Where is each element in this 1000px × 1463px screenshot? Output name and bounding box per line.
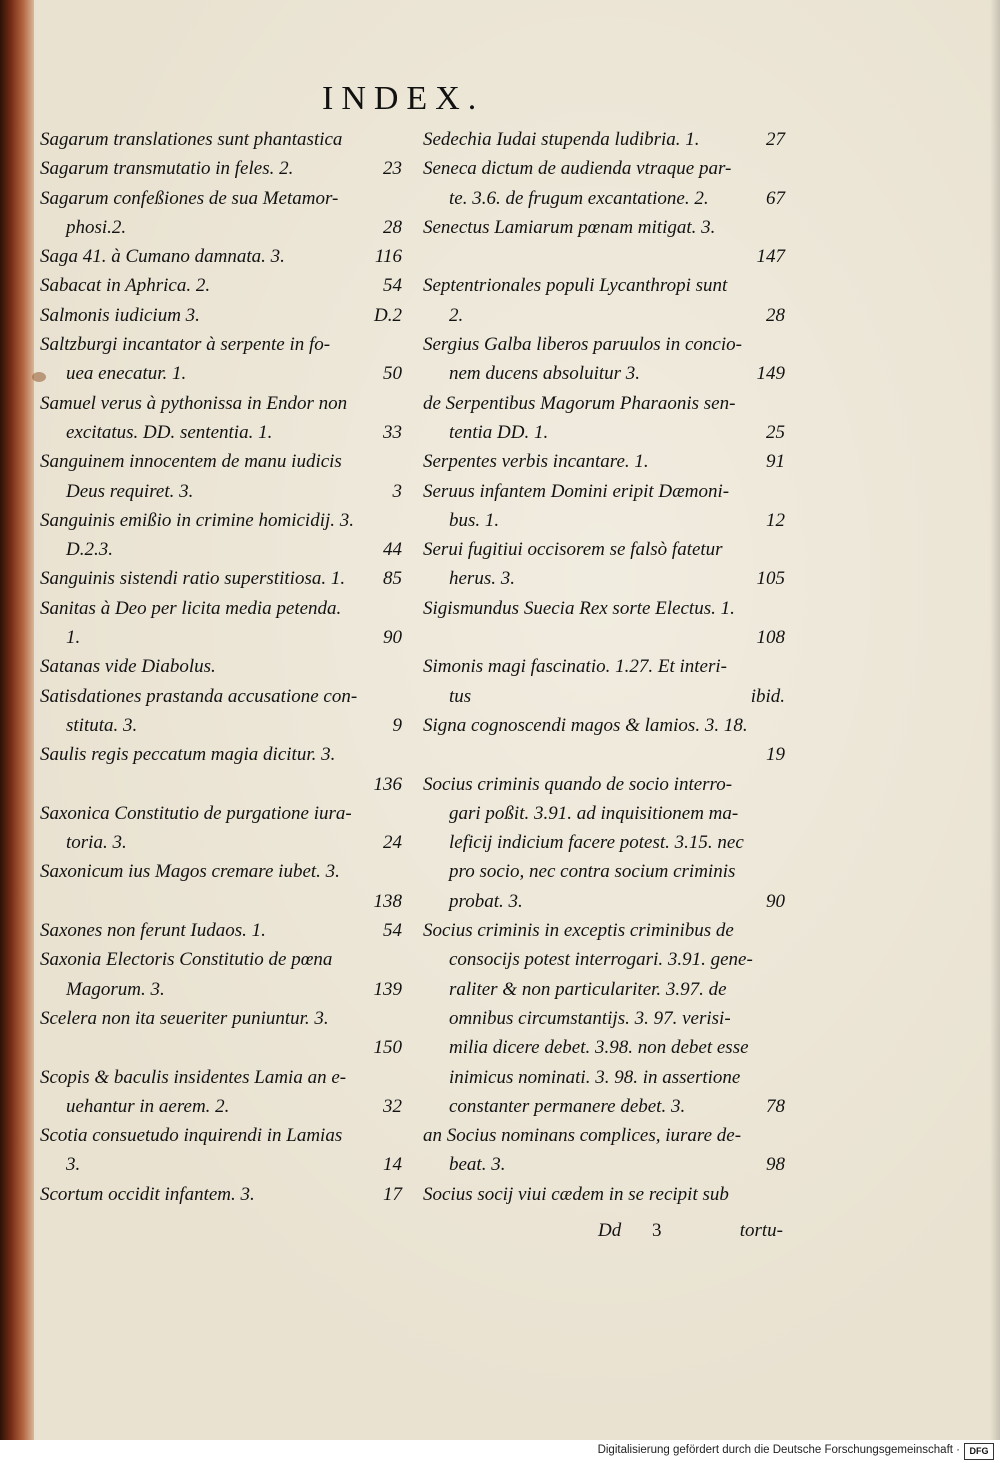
index-entry-text: Satanas vide Diabolus. <box>40 656 216 678</box>
index-entry-text: Sanguinem innocentem de manu iudicis <box>40 451 342 473</box>
index-entry-text: Sedechia Iudai stupenda ludibria. 1. <box>423 129 700 150</box>
index-page-ref: 149 <box>756 363 785 385</box>
index-page-ref: 32 <box>383 1095 402 1117</box>
index-line <box>423 506 785 535</box>
index-entry-text: Sergius Galba liberos paruulos in concio- <box>423 334 742 356</box>
index-entry-text: Scelera non ita seueriter puniuntur. 3. <box>40 1007 329 1029</box>
index-line <box>423 477 785 506</box>
index-column-right <box>423 125 785 1209</box>
index-line <box>423 1092 785 1121</box>
index-page-ref: 90 <box>766 890 785 912</box>
index-page-ref: 54 <box>383 275 402 297</box>
index-page-ref: 28 <box>383 216 402 238</box>
page-title: INDEX. <box>322 80 485 117</box>
index-entry-text: Saxonica Constitutio de purgatione iura- <box>40 802 352 824</box>
index-line <box>40 418 402 447</box>
index-page-ref: 105 <box>756 568 785 590</box>
signature-number: 3 <box>652 1220 662 1241</box>
index-line <box>40 799 402 828</box>
index-line <box>423 389 785 418</box>
index-entry-text: Saxonia Electoris Constitutio de pœna <box>40 949 333 971</box>
index-line <box>40 389 402 418</box>
index-line <box>423 330 785 359</box>
index-page-ref: 3 <box>392 480 402 502</box>
index-line <box>423 1121 785 1150</box>
index-entry-text: beat. 3. <box>449 1154 506 1176</box>
index-line <box>40 887 402 916</box>
index-entry-text: Seruus infantem Domini eripit Dæmoni- <box>423 480 730 502</box>
index-line <box>423 154 785 183</box>
index-line <box>40 623 402 652</box>
index-entry-text: uehantur in aerem. 2. <box>66 1095 230 1117</box>
index-line <box>423 447 785 476</box>
index-line <box>423 418 785 447</box>
index-entry-text: te. 3.6. de frugum excantatione. 2. <box>449 187 709 209</box>
index-page-ref: 91 <box>766 451 785 473</box>
index-line <box>40 1150 402 1179</box>
index-entry-text: phosi.2. <box>66 216 127 238</box>
index-line <box>423 242 785 271</box>
index-line <box>423 184 785 213</box>
index-line <box>423 125 785 154</box>
index-line <box>40 1004 402 1033</box>
index-line <box>423 1004 785 1033</box>
index-line <box>423 828 785 857</box>
index-line <box>40 447 402 476</box>
index-entry-text: raliter & non particulariter. 3.97. de <box>449 978 727 1000</box>
index-line <box>423 271 785 300</box>
index-line <box>40 301 402 330</box>
index-entry-text: excitatus. DD. sententia. 1. <box>66 421 273 443</box>
index-line <box>40 184 402 213</box>
index-entry-text: Septentrionales populi Lycanthropi sunt <box>423 275 728 297</box>
index-entry-text: de Serpentibus Magorum Pharaonis sen- <box>423 392 736 414</box>
index-line <box>40 1063 402 1092</box>
index-line <box>40 828 402 857</box>
binding-edge <box>0 0 34 1440</box>
index-line <box>423 594 785 623</box>
index-page-ref: 27 <box>766 129 785 150</box>
index-entry-text: Socius criminis in exceptis criminibus de <box>423 920 734 942</box>
index-entry-text: toria. 3. <box>66 832 127 854</box>
index-line <box>40 330 402 359</box>
index-entry-text: Sagarum transmutatio in feles. 2. <box>40 158 294 180</box>
index-page-ref: 67 <box>766 187 785 209</box>
index-page-ref: 108 <box>756 627 785 649</box>
index-line <box>423 213 785 242</box>
index-column-left <box>40 125 402 1209</box>
index-page-ref: 12 <box>766 509 785 531</box>
index-line <box>423 652 785 681</box>
index-line <box>423 682 785 711</box>
index-page-ref: 98 <box>766 1154 785 1176</box>
index-entry-text: 1. <box>66 627 81 649</box>
page-shadow <box>990 0 1000 1440</box>
index-page-ref: 44 <box>383 539 402 561</box>
index-entry-text: Sabacat in Aphrica. 2. <box>40 275 211 297</box>
index-line <box>423 301 785 330</box>
index-page-ref: 138 <box>373 890 402 912</box>
index-entry-text: 2. <box>449 304 464 326</box>
index-entry-text: leficij indicium facere potest. 3.15. nec <box>449 832 744 854</box>
index-entry-text: Sagarum translationes sunt phantastica <box>40 129 343 150</box>
index-page-ref: 33 <box>383 421 402 443</box>
index-line <box>423 564 785 593</box>
index-line <box>40 242 402 271</box>
index-line <box>40 711 402 740</box>
index-line <box>40 1092 402 1121</box>
index-line <box>40 125 402 154</box>
index-line <box>40 154 402 183</box>
index-line <box>40 564 402 593</box>
index-page-ref: 9 <box>392 714 402 736</box>
index-line <box>423 975 785 1004</box>
index-entry-text: Sanguinis emißio in crimine homicidij. 3. <box>40 509 355 531</box>
index-entry-text: nem ducens absoluitur 3. <box>449 363 641 385</box>
index-line <box>40 594 402 623</box>
index-line <box>423 887 785 916</box>
index-line <box>423 623 785 652</box>
index-line <box>423 359 785 388</box>
index-entry-text: Serui fugitiui occisorem se falsò fatetur <box>423 539 723 561</box>
index-entry-text: Signa cognoscendi magos & lamios. 3. 18. <box>423 714 748 736</box>
index-entry-text: Senectus Lamiarum pœnam mitigat. 3. <box>423 216 716 238</box>
index-line <box>423 1033 785 1062</box>
index-entry-text: Serpentes verbis incantare. 1. <box>423 451 649 473</box>
index-entry-text: Socius criminis quando de socio interro- <box>423 773 733 795</box>
index-line <box>423 857 785 886</box>
index-page-ref: ibid. <box>750 685 785 707</box>
index-entry-text: Scopis & baculis insidentes Lamia an e- <box>40 1066 347 1088</box>
signature-mark: Dd <box>598 1220 622 1241</box>
index-entry-text: D.2.3. <box>66 539 113 561</box>
index-entry-text: Saxonicum ius Magos cremare iubet. 3. <box>40 861 340 883</box>
index-entry-text: Scotia consuetudo inquirendi in Lamias <box>40 1125 343 1147</box>
index-line <box>40 975 402 1004</box>
index-page-ref: 23 <box>383 158 402 180</box>
index-page-ref: 147 <box>756 246 785 268</box>
index-entry-text: Salmonis iudicium 3. <box>40 304 200 326</box>
index-page-ref: 116 <box>374 246 402 268</box>
index-page-ref: 19 <box>766 744 785 766</box>
index-entry-text: herus. 3. <box>449 568 515 590</box>
dfg-logo: DFG <box>964 1443 994 1460</box>
index-page-ref: 28 <box>766 304 785 326</box>
index-entry-text: Magorum. 3. <box>66 978 165 1000</box>
index-page-ref: 50 <box>383 363 402 385</box>
index-page-ref: 85 <box>383 568 402 590</box>
index-line <box>40 271 402 300</box>
index-line <box>40 477 402 506</box>
index-page-ref: 25 <box>766 421 785 443</box>
index-page-ref: 90 <box>383 627 402 649</box>
index-line <box>40 1180 402 1209</box>
index-entry-text: Saulis regis peccatum magia dicitur. 3. <box>40 744 336 766</box>
index-entry-text: tus <box>449 685 472 707</box>
index-entry-text: Samuel verus à pythonissa in Endor non <box>40 392 348 414</box>
index-entry-text: inimicus nominati. 3. 98. in assertione <box>449 1066 741 1088</box>
index-entry-text: tentia DD. 1. <box>449 421 549 443</box>
index-entry-text: Saltzburgi incantator à serpente in fo- <box>40 334 331 356</box>
digitization-footer <box>0 1440 1000 1463</box>
index-entry-text: consocijs potest interrogari. 3.91. gene- <box>449 949 753 971</box>
index-entry-text: Saxones non ferunt Iudaos. 1. <box>40 920 266 942</box>
index-line <box>40 535 402 564</box>
index-line <box>40 740 402 769</box>
funding-note: Digitalisierung gefördert durch die Deutsche Forschungsgemeinschaft · <box>597 1444 960 1456</box>
index-entry-text: bus. 1. <box>449 509 500 531</box>
index-line <box>40 857 402 886</box>
index-entry-text: Deus requiret. 3. <box>66 480 194 502</box>
index-entry-text: Simonis magi fascinatio. 1.27. Et interi- <box>423 656 727 678</box>
index-line <box>40 916 402 945</box>
index-entry-text: Sanguinis sistendi ratio superstitiosa. 1. <box>40 568 346 590</box>
index-page-ref: D.2 <box>374 304 402 326</box>
index-entry-text: an Socius nominans complices, iurare de- <box>423 1125 742 1147</box>
index-entry-text: pro socio, nec contra socium criminis <box>449 861 736 883</box>
index-page-ref: 24 <box>383 832 402 854</box>
index-line <box>423 916 785 945</box>
index-line <box>423 1180 785 1209</box>
catchline <box>598 1220 783 1250</box>
index-line <box>423 1063 785 1092</box>
index-page-ref: 17 <box>383 1183 402 1205</box>
index-line <box>40 359 402 388</box>
index-entry-text: uea enecatur. 1. <box>66 363 187 385</box>
index-page-ref: 150 <box>373 1037 402 1059</box>
index-entry-text: Sanitas à Deo per licita media petenda. <box>40 597 342 619</box>
index-line <box>423 799 785 828</box>
index-line <box>40 682 402 711</box>
index-entry-text: Sagarum confeßiones de sua Metamor- <box>40 187 339 209</box>
index-entry-text: Sigismundus Suecia Rex sorte Electus. 1. <box>423 597 735 619</box>
index-line <box>40 1033 402 1062</box>
index-line <box>40 1121 402 1150</box>
index-entry-text: probat. 3. <box>449 890 523 912</box>
index-line <box>40 652 402 681</box>
index-entry-text: Socius socij viui cædem in se recipit sub <box>423 1183 729 1205</box>
index-entry-text: omnibus circumstantijs. 3. 97. verisi- <box>449 1007 731 1029</box>
index-page-ref: 54 <box>383 920 402 942</box>
index-entry-text: milia dicere debet. 3.98. non debet esse <box>449 1037 749 1059</box>
index-entry-text: Satisdationes prastanda accusatione con- <box>40 685 358 707</box>
index-line <box>423 740 785 769</box>
index-line <box>40 945 402 974</box>
index-page-ref: 14 <box>383 1154 402 1176</box>
index-line <box>423 945 785 974</box>
index-entry-text: Seneca dictum de audienda vtraque par- <box>423 158 732 180</box>
index-entry-text: 3. <box>66 1154 81 1176</box>
index-entry-text: constanter permanere debet. 3. <box>449 1095 686 1117</box>
index-entry-text: stituta. 3. <box>66 714 138 736</box>
index-line <box>423 770 785 799</box>
index-line <box>40 506 402 535</box>
index-line <box>40 213 402 242</box>
catchword: tortu- <box>739 1220 783 1241</box>
index-line <box>423 1150 785 1179</box>
index-line <box>40 770 402 799</box>
index-entry-text: Saga 41. à Cumano damnata. 3. <box>40 246 285 268</box>
index-entry-text: gari poßit. 3.91. ad inquisitionem ma- <box>449 802 739 824</box>
index-entry-text: Scortum occidit infantem. 3. <box>40 1183 255 1205</box>
index-page-ref: 78 <box>766 1095 785 1117</box>
index-line <box>423 711 785 740</box>
index-page-ref: 136 <box>373 773 402 795</box>
index-page-ref: 139 <box>373 978 402 1000</box>
index-line <box>423 535 785 564</box>
